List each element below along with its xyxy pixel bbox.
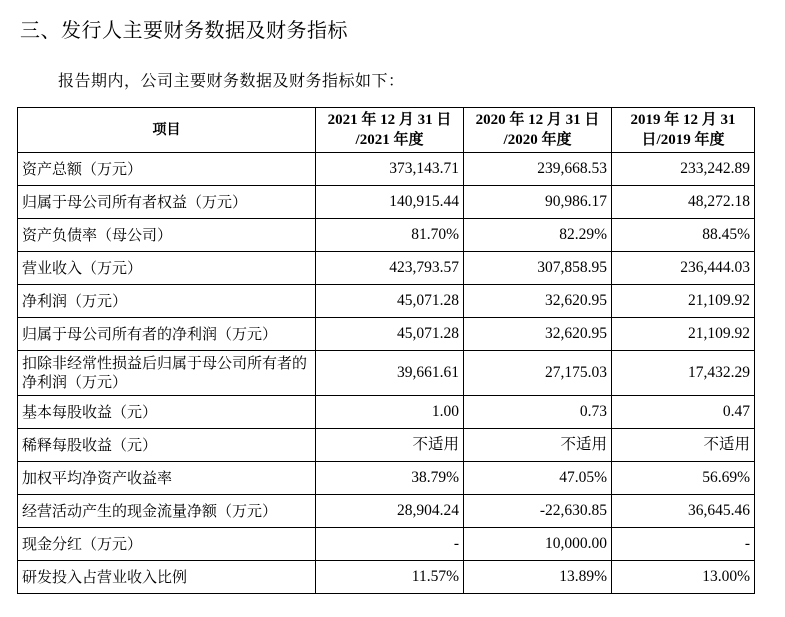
value-2019: 17,432.29: [612, 351, 755, 396]
header-2019-line2: 日/2019 年度: [641, 132, 725, 148]
value-2019: 不适用: [612, 429, 755, 462]
value-2019: 36,645.46: [612, 495, 755, 528]
header-2019: [612, 108, 755, 153]
value-2020: 90,986.17: [464, 186, 612, 219]
financial-indicators-table: [17, 107, 755, 594]
row-label: 营业收入（万元）: [18, 252, 316, 285]
value-2019: 88.45%: [612, 219, 755, 252]
table-row: [18, 429, 755, 462]
value-2019: 21,109.92: [612, 318, 755, 351]
value-2020: 32,620.95: [464, 318, 612, 351]
value-2020: 32,620.95: [464, 285, 612, 318]
value-2021: 28,904.24: [316, 495, 464, 528]
table-row: [18, 153, 755, 186]
header-2020-line1: 2020 年 12 月 31 日: [475, 112, 600, 128]
table-row: [18, 219, 755, 252]
header-2021-line1: 2021 年 12 月 31 日: [327, 112, 452, 128]
row-label: 净利润（万元）: [18, 285, 316, 318]
value-2021: 11.57%: [316, 561, 464, 594]
value-2020: 82.29%: [464, 219, 612, 252]
table-header-row: [18, 108, 755, 153]
value-2021: 45,071.28: [316, 318, 464, 351]
table-row: [18, 528, 755, 561]
table-row: [18, 285, 755, 318]
table-row: [18, 495, 755, 528]
value-2020: 0.73: [464, 396, 612, 429]
table-row: [18, 561, 755, 594]
value-2020: -22,630.85: [464, 495, 612, 528]
row-label: 归属于母公司所有者权益（万元）: [18, 186, 316, 219]
value-2021: -: [316, 528, 464, 561]
header-2020: [464, 108, 612, 153]
header-2020-line2: /2020 年度: [503, 132, 572, 148]
row-label: 基本每股收益（元）: [18, 396, 316, 429]
value-2020: 47.05%: [464, 462, 612, 495]
row-label: 研发投入占营业收入比例: [18, 561, 316, 594]
value-2021: 45,071.28: [316, 285, 464, 318]
table-row: [18, 252, 755, 285]
row-label: 扣除非经常性损益后归属于母公司所有者的净利润（万元）: [18, 351, 316, 396]
row-label: 现金分红（万元）: [18, 528, 316, 561]
header-item: [18, 108, 316, 153]
header-2021-line2: /2021 年度: [355, 132, 424, 148]
value-2021: 不适用: [316, 429, 464, 462]
value-2019: 48,272.18: [612, 186, 755, 219]
value-2021: 373,143.71: [316, 153, 464, 186]
value-2019: 0.47: [612, 396, 755, 429]
table-row: [18, 318, 755, 351]
section-title: 三、发行人主要财务数据及财务指标: [20, 18, 348, 42]
value-2020: 239,668.53: [464, 153, 612, 186]
value-2021: 140,915.44: [316, 186, 464, 219]
value-2021: 39,661.61: [316, 351, 464, 396]
intro-text: 报告期内，公司主要财务数据及财务指标如下：: [58, 71, 405, 90]
value-2019: -: [612, 528, 755, 561]
value-2021: 38.79%: [316, 462, 464, 495]
row-label: 加权平均净资产收益率: [18, 462, 316, 495]
table-row: [18, 351, 755, 396]
header-item-label: 项目: [152, 122, 181, 138]
table-row: [18, 396, 755, 429]
table-row: [18, 462, 755, 495]
value-2021: 1.00: [316, 396, 464, 429]
value-2020: 10,000.00: [464, 528, 612, 561]
value-2019: 56.69%: [612, 462, 755, 495]
value-2020: 27,175.03: [464, 351, 612, 396]
value-2020: 不适用: [464, 429, 612, 462]
value-2019: 13.00%: [612, 561, 755, 594]
row-label: 资产总额（万元）: [18, 153, 316, 186]
value-2020: 13.89%: [464, 561, 612, 594]
value-2019: 233,242.89: [612, 153, 755, 186]
value-2019: 21,109.92: [612, 285, 755, 318]
row-label: 经营活动产生的现金流量净额（万元）: [18, 495, 316, 528]
value-2020: 307,858.95: [464, 252, 612, 285]
value-2021: 81.70%: [316, 219, 464, 252]
value-2021: 423,793.57: [316, 252, 464, 285]
table-row: [18, 186, 755, 219]
header-2021: [316, 108, 464, 153]
row-label: 资产负债率（母公司）: [18, 219, 316, 252]
row-label: 稀释每股收益（元）: [18, 429, 316, 462]
header-2019-line1: 2019 年 12 月 31: [630, 112, 736, 128]
value-2019: 236,444.03: [612, 252, 755, 285]
row-label: 归属于母公司所有者的净利润（万元）: [18, 318, 316, 351]
